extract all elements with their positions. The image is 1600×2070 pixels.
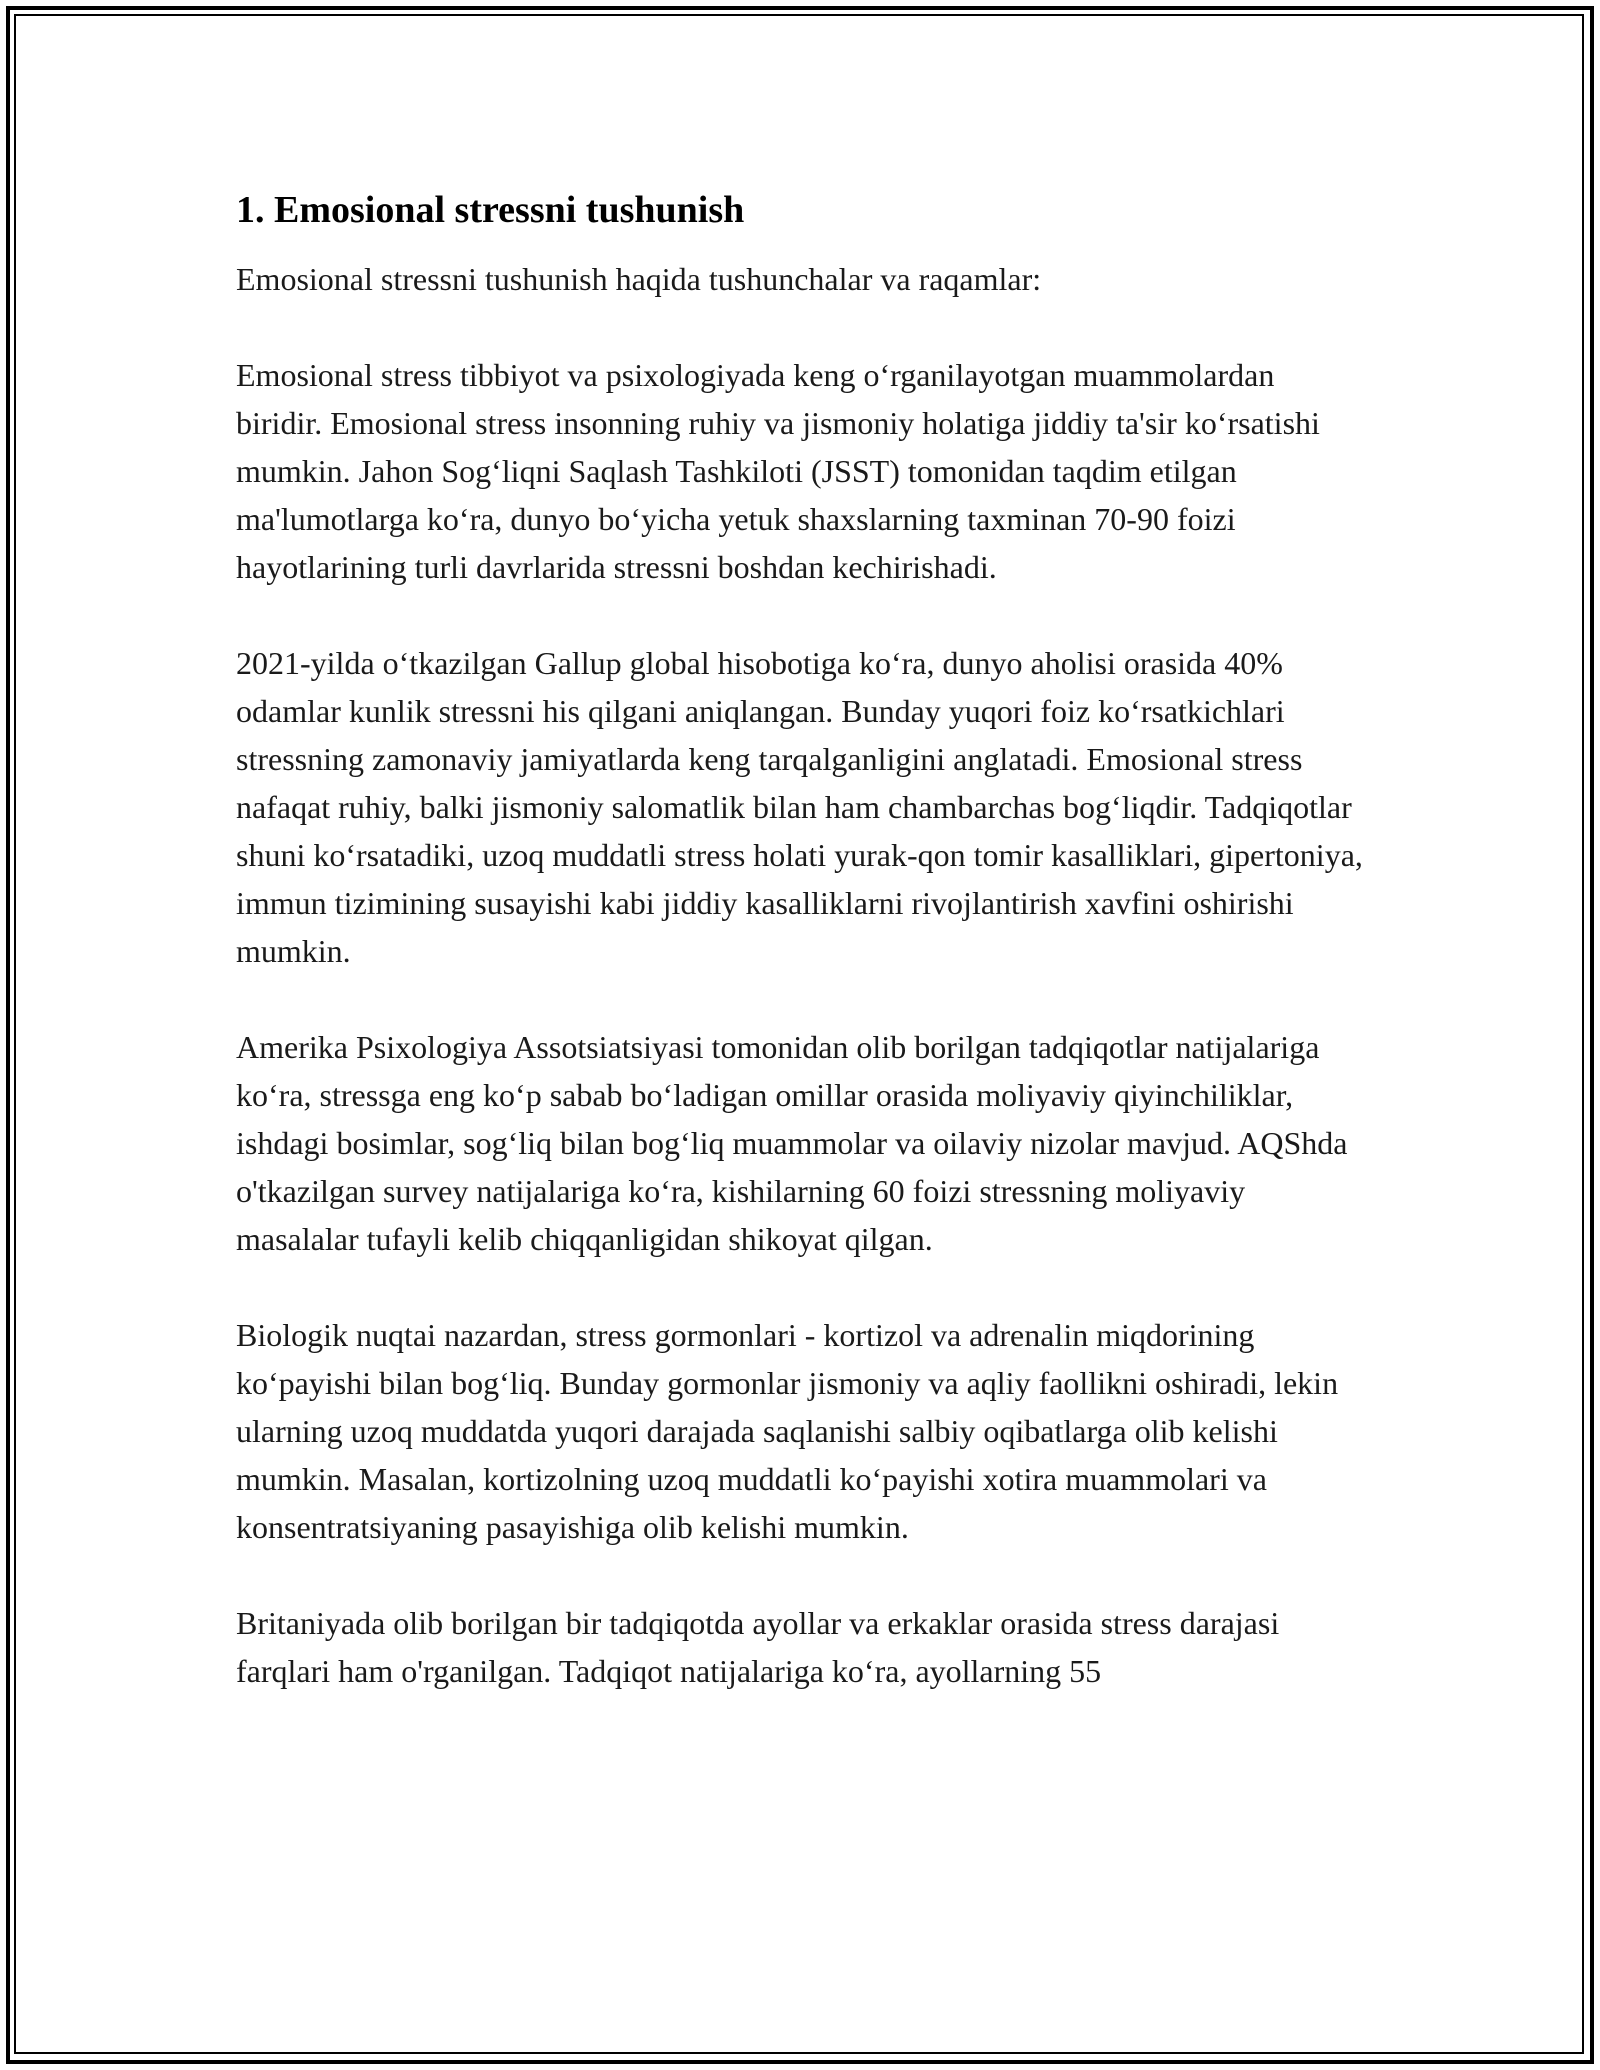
intro-paragraph: Emosional stressni tushunish haqida tushunchalar va raqamlar: bbox=[236, 261, 1042, 297]
paragraph-gallup-report: 2021-yilda o‘tkazilgan Gallup global hisobotiga ko‘ra, dunyo aholisi orasida 40% odamlar kunlik stressni his qilgani aniqlangan. Bunday yuqori foiz ko‘rsatkichlari stressning zamonaviy jamiyatlarda keng tarqalganligini anglatadi. Emosional stress nafaqat ruhiy, balki jismoniy salomatlik bilan ham chambarchas bog‘liqdir. Tadqiqotlar shuni ko‘rsatadiki, uzoq muddatli stress holati yurak-qon tomir kasalliklari, gipertoniya, immun tizimining susayishi kabi jiddiy kasalliklarni rivojlantirish xavfini oshirishi mumkin. bbox=[236, 645, 1363, 969]
document-body bbox=[236, 185, 1366, 1743]
section-heading: 1. Emosional stressni tushunish bbox=[236, 189, 745, 231]
paragraph-stress-hormones: Biologik nuqtai nazardan, stress gormonlari - kortizol va adrenalin miqdorining ko‘payishi bilan bog‘liq. Bunday gormonlar jismoniy va aqliy faollikni oshiradi, lekin ularning uzoq muddatda yuqori darajada saqlanishi salbiy oqibatlarga olib kelishi mumkin. Masalan, kortizolning uzoq muddatli ko‘payishi xotira muammolari va konsentratsiyaning pasayishiga olib kelishi mumkin. bbox=[236, 1317, 1339, 1545]
paragraph-who-statistics: Emosional stress tibbiyot va psixologiyada keng o‘rganilayotgan muammolardan biridir. Emosional stress insonning ruhiy va jismoniy holatiga jiddiy ta'sir ko‘rsatishi mumkin. Jahon Sog‘liqni Saqlash Tashkiloti (JSST) tomonidan taqdim etilgan ma'lumotlarga ko‘ra, dunyo bo‘yicha yetuk shaxslarning taxminan 70-90 foizi hayotlarining turli davrlarida stressni boshdan kechirishadi. bbox=[236, 357, 1320, 585]
paragraph-uk-study: Britaniyada olib borilgan bir tadqiqotda ayollar va erkaklar orasida stress darajasi farqlari ham o'rganilgan. Tadqiqot natijalariga ko‘ra, ayollarning 55 bbox=[236, 1605, 1280, 1689]
paragraph-apa-research: Amerika Psixologiya Assotsiatsiyasi tomonidan olib borilgan tadqiqotlar natijalariga ko‘ra, stressga eng ko‘p sabab bo‘ladigan omillar orasida moliyaviy qiyinchiliklar, ishdagi bosimlar, sog‘liq bilan bog‘liq muammolar va oilaviy nizolar mavjud. AQShda o'tkazilgan survey natijalariga ko‘ra, kishilarning 60 foizi stressning moliyaviy masalalar tufayli kelib chiqqanligidan shikoyat qilgan. bbox=[236, 1029, 1348, 1257]
